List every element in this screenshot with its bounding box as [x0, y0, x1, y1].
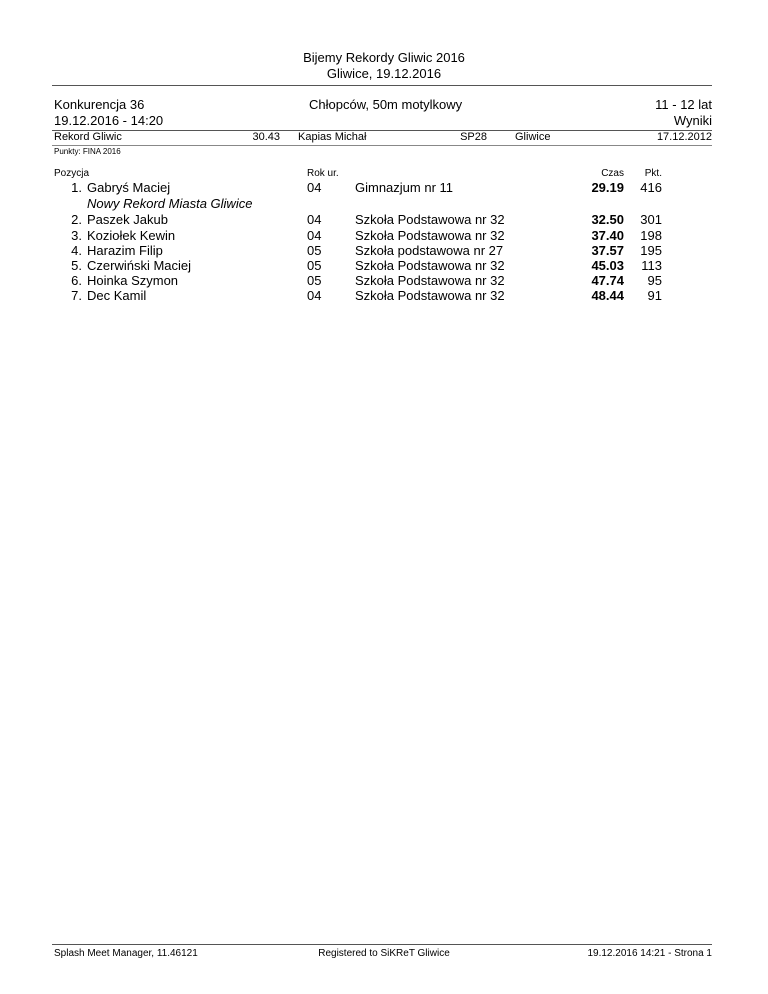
header-rule [52, 85, 712, 86]
footer-software: Splash Meet Manager, 11.46121 [54, 948, 198, 959]
result-name: Hoinka Szymon [87, 273, 179, 288]
result-year: 05 [307, 273, 322, 288]
column-year: Rok ur. [307, 168, 339, 179]
column-points: Pkt. [644, 168, 662, 179]
result-time: 32.50 [591, 212, 624, 227]
footer-registered: Registered to SiKReT Gliwice [318, 948, 450, 959]
result-rank: 2. [71, 212, 82, 227]
record-date: 17.12.2012 [656, 131, 712, 143]
event-number: Konkurencja 36 [54, 97, 145, 112]
result-name: Gabryś Maciej [87, 180, 171, 195]
result-rank: 5. [71, 258, 82, 273]
meet-title: Bijemy Rekordy Gliwic 2016 [303, 50, 465, 65]
record-bottom-rule [52, 145, 712, 146]
result-rank: 1. [71, 180, 82, 195]
result-points: 95 [647, 273, 662, 288]
record-city: Gliwice [515, 131, 551, 143]
result-year: 04 [307, 288, 322, 303]
result-time: 29.19 [591, 180, 624, 195]
result-points: 195 [640, 243, 662, 258]
result-name: Paszek Jakub [87, 212, 168, 227]
result-time: 47.74 [591, 273, 624, 288]
result-name: Dec Kamil [87, 288, 147, 303]
result-year: 04 [307, 212, 322, 227]
result-time: 37.40 [591, 228, 624, 243]
results-type: Wyniki [673, 113, 712, 128]
footer-page: 19.12.2016 14:21 - Strona 1 [587, 948, 712, 959]
record-label: Rekord Gliwic [54, 131, 122, 143]
result-year: 04 [307, 228, 322, 243]
result-points: 113 [641, 258, 662, 273]
record-top-rule [52, 130, 712, 131]
result-club: Szkoła Podstawowa nr 32 [355, 273, 505, 288]
column-position: Pozycja [54, 168, 90, 179]
record-holder: Kapias Michał [298, 131, 367, 143]
result-record-note: Nowy Rekord Miasta Gliwice [87, 196, 253, 211]
points-note: Punkty: FINA 2016 [54, 147, 121, 156]
result-rank: 6. [71, 273, 82, 288]
result-points: 416 [640, 180, 662, 195]
result-time: 45.03 [591, 258, 624, 273]
footer-rule [52, 944, 712, 945]
result-points: 198 [640, 228, 662, 243]
result-rank: 3. [71, 228, 82, 243]
record-club: SP28 [460, 131, 487, 143]
result-time: 48.44 [591, 288, 624, 303]
result-club: Szkoła Podstawowa nr 32 [355, 228, 505, 243]
result-name: Koziołek Kewin [87, 228, 176, 243]
result-year: 04 [307, 180, 322, 195]
column-time: Czas [601, 168, 624, 179]
record-time: 30.43 [252, 131, 280, 143]
event-name: Chłopców, 50m motylkowy [309, 97, 463, 112]
result-club: Szkoła Podstawowa nr 32 [355, 288, 505, 303]
meet-subtitle: Gliwice, 19.12.2016 [326, 66, 442, 81]
result-name: Harazim Filip [87, 243, 163, 258]
result-club: Szkoła Podstawowa nr 32 [355, 212, 505, 227]
result-rank: 4. [71, 243, 82, 258]
result-club: Gimnazjum nr 11 [355, 180, 454, 195]
result-name: Czerwiński Maciej [87, 258, 192, 273]
result-club: Szkoła podstawowa nr 27 [355, 243, 504, 258]
result-rank: 7. [71, 288, 82, 303]
result-year: 05 [307, 243, 322, 258]
result-club: Szkoła Podstawowa nr 32 [355, 258, 505, 273]
result-time: 37.57 [591, 243, 624, 258]
result-points: 301 [640, 212, 662, 227]
event-datetime: 19.12.2016 - 14:20 [54, 113, 164, 128]
age-group: 11 - 12 lat [655, 97, 712, 112]
result-year: 05 [307, 258, 322, 273]
result-points: 91 [647, 288, 662, 303]
